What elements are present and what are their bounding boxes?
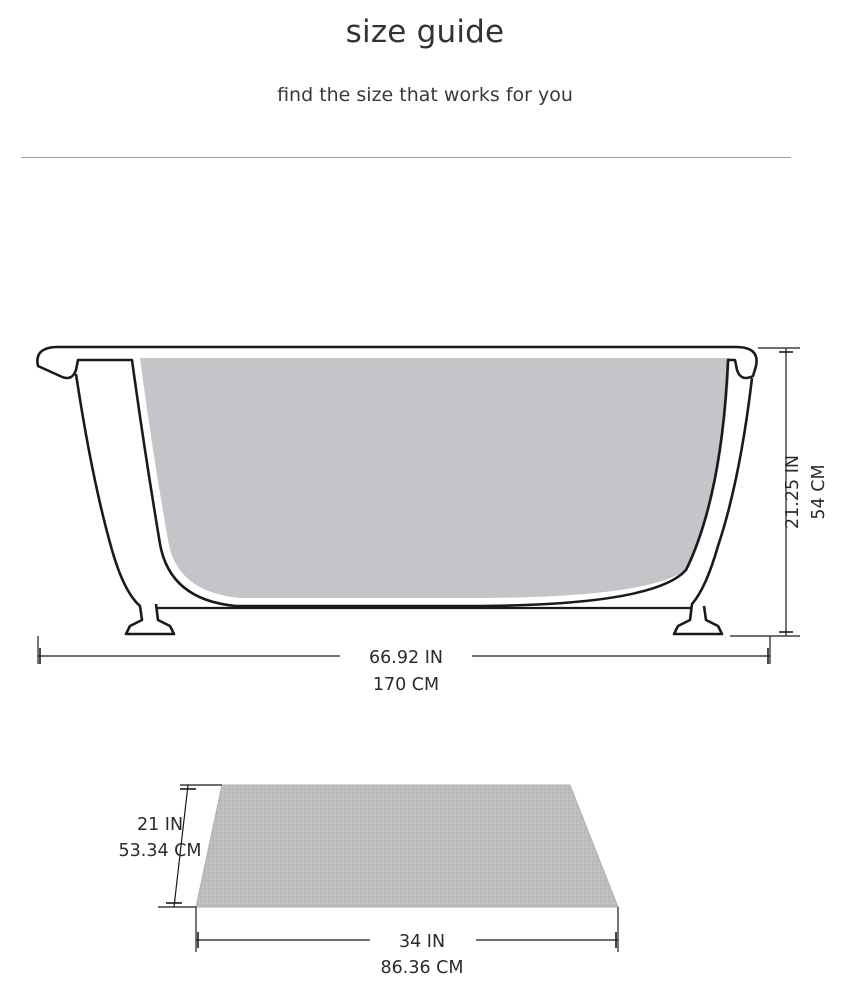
tub-width-cm-label: 170 CM [372, 675, 440, 695]
tub-width-inches-label: 66.92 IN [369, 648, 443, 668]
mat-depth-inches-label: 21 IN [136, 815, 184, 835]
page-title: size guide [345, 14, 505, 50]
mat-width-cm-label: 86.36 CM [380, 958, 464, 978]
bathtub-diagram [0, 330, 850, 730]
tub-height-inches-label: 21.25 IN [783, 455, 803, 529]
bath-mat-diagram [0, 760, 850, 990]
mat-depth-cm-label: 53.34 CM [118, 841, 202, 861]
tub-inner-fill [140, 358, 730, 598]
tub-height-cm-label: 54 CM [809, 464, 829, 520]
mat-width-inches-label: 34 IN [398, 932, 446, 952]
mat-shape [196, 785, 618, 907]
page-subtitle: find the size that works for you [277, 84, 573, 106]
header-divider [21, 157, 791, 158]
